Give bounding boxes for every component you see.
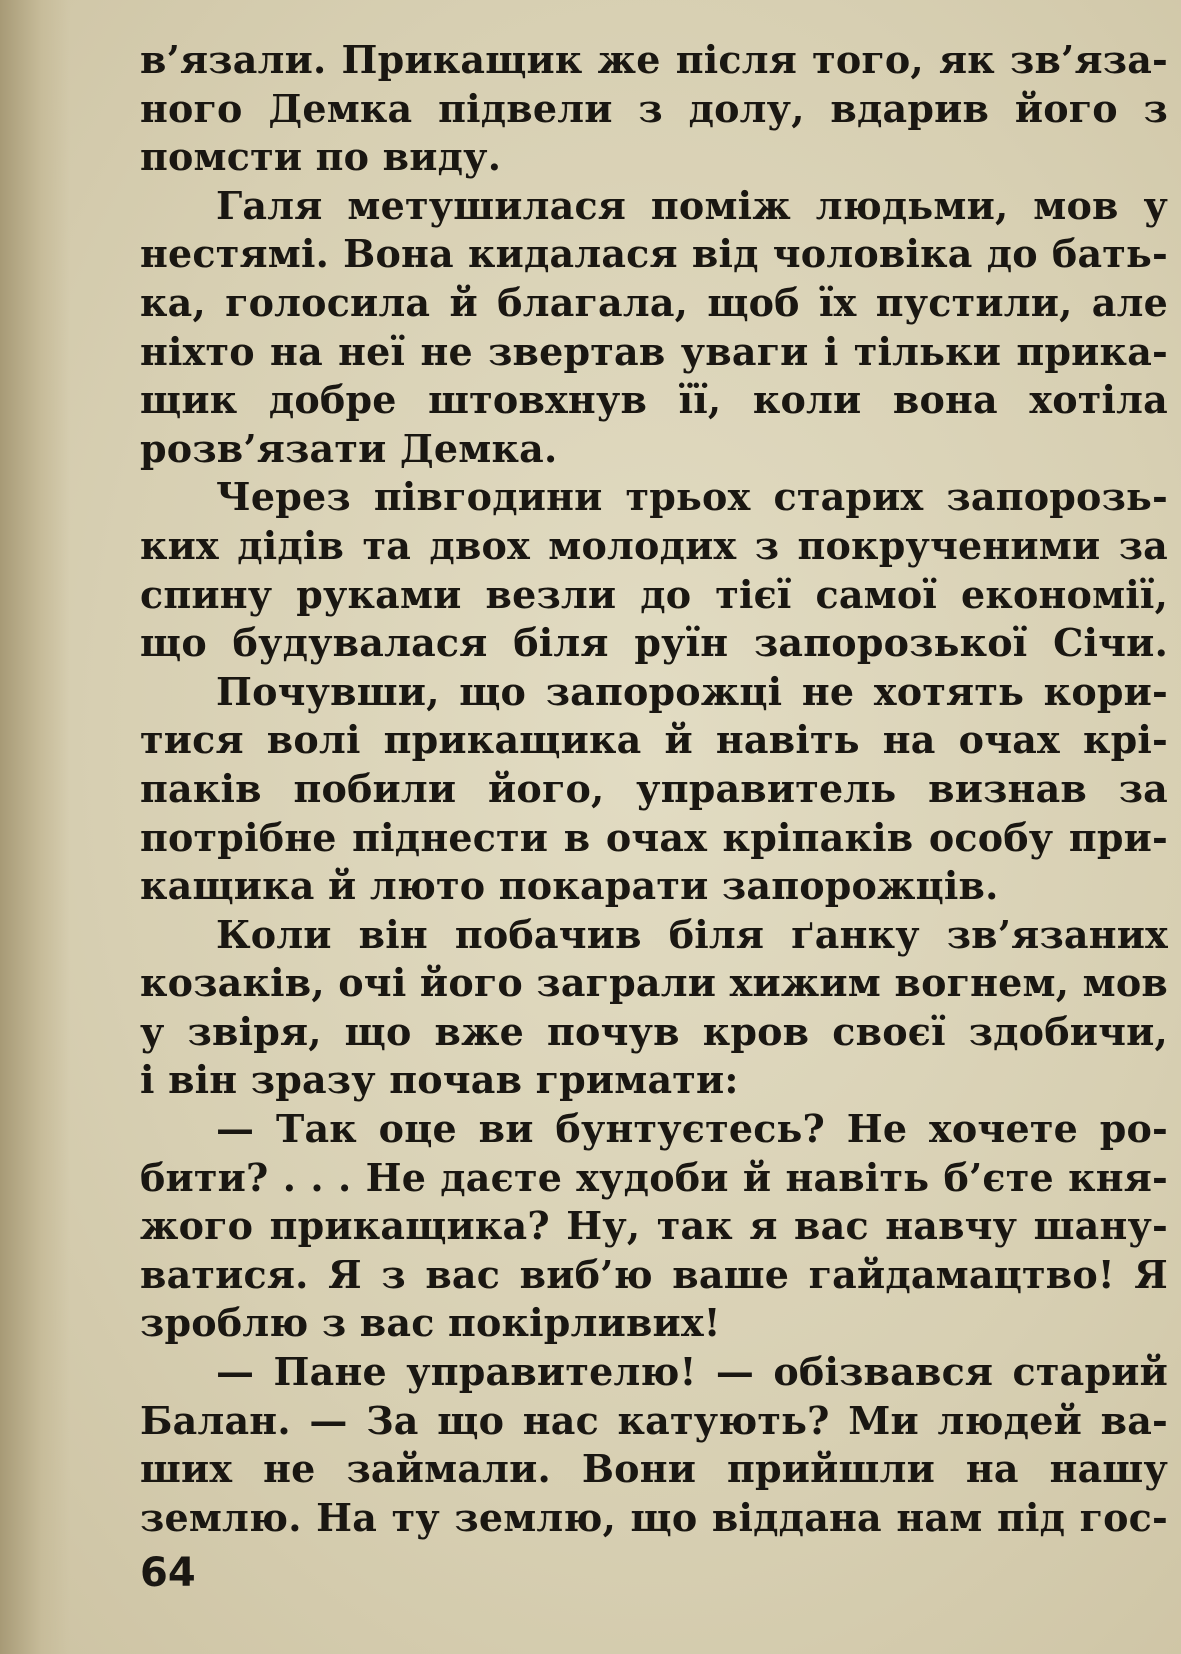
text-line: ніхто на неї не звертав уваги і тільки прика- [140,328,1168,374]
text-line: тися волі прикащика й навіть на очах крі- [140,717,1168,763]
text-line: Почувши, що запорожці не хотять кори- [216,668,1168,714]
text-line: потрібне піднести в очах кріпаків особу при- [140,814,1168,860]
text-line: ватися. Я з вас виб’ю ваше гайдамацтво! Я [140,1251,1168,1297]
text-line: і він зразу почав гримати: [140,1057,739,1103]
paragraph [140,473,1168,667]
text-line: Балан. — За що нас катують? Ми людей ва- [140,1397,1168,1443]
text-line: бити? . . . Не даєте худоби й навіть б’єте кня- [140,1154,1168,1200]
page-number: 64 [140,1550,196,1596]
text-line: Галя метушилася поміж людьми, мов у [216,182,1168,228]
text-line: щик добре штовхнув її, коли вона хотіла [140,377,1168,423]
paragraph [140,668,1168,911]
text-line: козаків, очі його заграли хижим вогнем, мов [140,960,1168,1006]
text-line: ного Демка підвели з долу, вдарив його з [140,85,1168,131]
text-line: зроблю з вас покірливих! [140,1300,721,1346]
text-line: паків побили його, управитель визнав за [140,765,1168,811]
page-shadow-edge [0,0,70,1654]
text-line: нестямі. Вона кидалася від чоловіка до бать- [140,231,1168,277]
text-line: що будувалася біля руїн запорозької Січи. [140,620,1168,666]
text-line: жого прикащика? Ну, так я вас навчу шану- [140,1203,1168,1249]
paragraph [140,1348,1168,1542]
text-line: помсти по виду. [140,134,502,180]
text-line: ких дідів та двох молодих з покрученими за [140,522,1168,568]
paragraph [140,911,1168,1105]
book-text [140,36,1168,1542]
text-line: розв’язати Демка. [140,425,558,471]
paragraph [140,1105,1168,1348]
text-line: ка, голосила й благала, щоб їх пустили, але [140,279,1168,325]
paragraph [140,36,1168,182]
text-line: кащика й люто покарати запорожців. [140,863,999,909]
text-line: спину руками везли до тієї самої економії, [140,571,1168,617]
text-line: ших не займали. Вони прийшли на нашу [140,1446,1168,1492]
paragraph [140,182,1168,474]
text-line: землю. На ту землю, що віддана нам під гос- [140,1494,1168,1540]
text-line: — Пане управителю! — обізвався старий [216,1349,1168,1395]
text-line: Через півгодини трьох старих запорозь- [216,474,1168,520]
text-line: Коли він побачив біля ґанку зв’язаних [216,911,1168,957]
text-line: в’язали. Прикащик же після того, як зв’яза- [140,37,1168,82]
text-line: у звіря, що вже почув кров своєї здобичи, [140,1008,1168,1054]
text-line: — Так оце ви бунтуєтесь? Не хочете ро- [216,1106,1168,1152]
